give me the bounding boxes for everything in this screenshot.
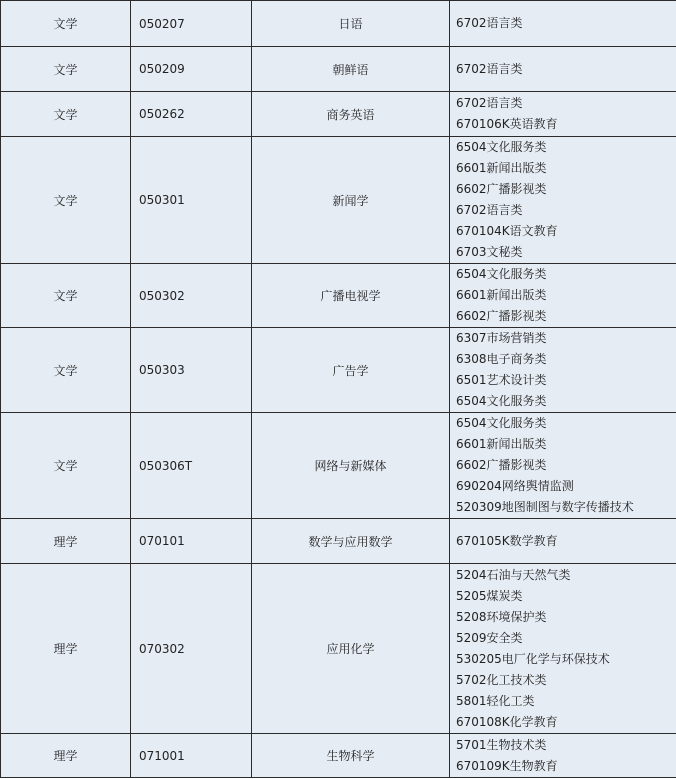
major-name-cell: 商务英语 [252,92,450,137]
vocational-item: 670104K语文教育 [456,224,558,238]
vocational-list-cell [450,564,676,734]
vocational-list-cell [450,47,676,92]
category-cell: 理学 [1,564,131,734]
vocational-item: 670106K英语教育 [456,117,558,131]
vocational-item: 6504文化服务类 [456,140,547,154]
vocational-item: 5208环境保护类 [456,609,547,624]
major-name-cell: 朝鲜语 [252,47,450,92]
major-code-cell: 050207 [131,1,252,47]
vocational-list-cell [450,519,676,564]
vocational-item: 6702语言类 [456,61,523,76]
table-row [1,734,676,778]
vocational-item: 6602广播影视类 [456,182,547,196]
table-row [1,564,676,734]
table-row [1,47,676,92]
vocational-item: 5204石油与天然气类 [456,567,571,582]
vocational-item: 5209安全类 [456,630,523,645]
major-code-cell: 070101 [131,519,252,564]
table-row [1,413,676,519]
vocational-item: 670105K数学教育 [456,533,558,548]
major-code-cell: 050302 [131,264,252,328]
table-body [1,1,676,778]
major-code-cell: 050303 [131,328,252,413]
vocational-item: 6504文化服务类 [456,394,547,408]
vocational-item: 6308电子商务类 [456,352,547,366]
category-cell: 理学 [1,734,131,778]
vocational-item: 6601新闻出版类 [456,161,547,175]
table-row [1,137,676,264]
vocational-item: 670109K生物教育 [456,758,558,773]
vocational-list-cell [450,1,676,47]
vocational-item: 6504文化服务类 [456,267,547,281]
vocational-item: 6501艺术设计类 [456,373,547,387]
vocational-item: 5701生物技术类 [456,737,547,752]
vocational-item: 6601新闻出版类 [456,437,547,451]
major-name-cell: 生物科学 [252,734,450,778]
table-row [1,92,676,137]
major-name-cell: 网络与新媒体 [252,413,450,519]
major-name-cell: 数学与应用数学 [252,519,450,564]
vocational-item: 6702语言类 [456,96,523,110]
major-code-cell: 050262 [131,92,252,137]
category-cell: 文学 [1,328,131,413]
vocational-item: 5205煤炭类 [456,588,523,603]
table-row [1,264,676,328]
vocational-item: 6702语言类 [456,16,523,30]
major-code-cell: 050301 [131,137,252,264]
vocational-list-cell [450,92,676,137]
vocational-item: 6602广播影视类 [456,309,547,323]
major-code-cell: 050209 [131,47,252,92]
vocational-list-cell [450,328,676,413]
major-name-cell: 新闻学 [252,137,450,264]
table-row [1,519,676,564]
category-cell: 文学 [1,92,131,137]
major-name-cell: 广播电视学 [252,264,450,328]
category-cell: 文学 [1,264,131,328]
vocational-item: 670108K化学教育 [456,714,558,729]
vocational-item: 520309地图制图与数字传播技术 [456,500,634,514]
vocational-item: 6504文化服务类 [456,416,547,430]
vocational-item: 6307市场营销类 [456,331,547,345]
category-cell: 文学 [1,413,131,519]
category-cell: 理学 [1,519,131,564]
table-row [1,1,676,47]
major-code-cell: 070302 [131,564,252,734]
vocational-list-cell [450,137,676,264]
major-code-cell: 071001 [131,734,252,778]
vocational-item: 5801轻化工类 [456,693,535,708]
table-row [1,328,676,413]
category-cell: 文学 [1,137,131,264]
vocational-item: 6602广播影视类 [456,458,547,472]
vocational-item: 6702语言类 [456,203,523,217]
vocational-item: 530205电厂化学与环保技术 [456,651,610,666]
vocational-list-cell [450,413,676,519]
major-name-cell: 应用化学 [252,564,450,734]
major-name-cell: 广告学 [252,328,450,413]
category-cell: 文学 [1,1,131,47]
vocational-item: 6703文秘类 [456,245,523,259]
major-code-cell: 050306T [131,413,252,519]
vocational-item: 6601新闻出版类 [456,288,547,302]
vocational-item: 5702化工技术类 [456,672,547,687]
vocational-list-cell [450,264,676,328]
major-name-cell: 日语 [252,1,450,47]
category-cell: 文学 [1,47,131,92]
vocational-item: 690204网络舆情监测 [456,479,574,493]
vocational-list-cell [450,734,676,778]
